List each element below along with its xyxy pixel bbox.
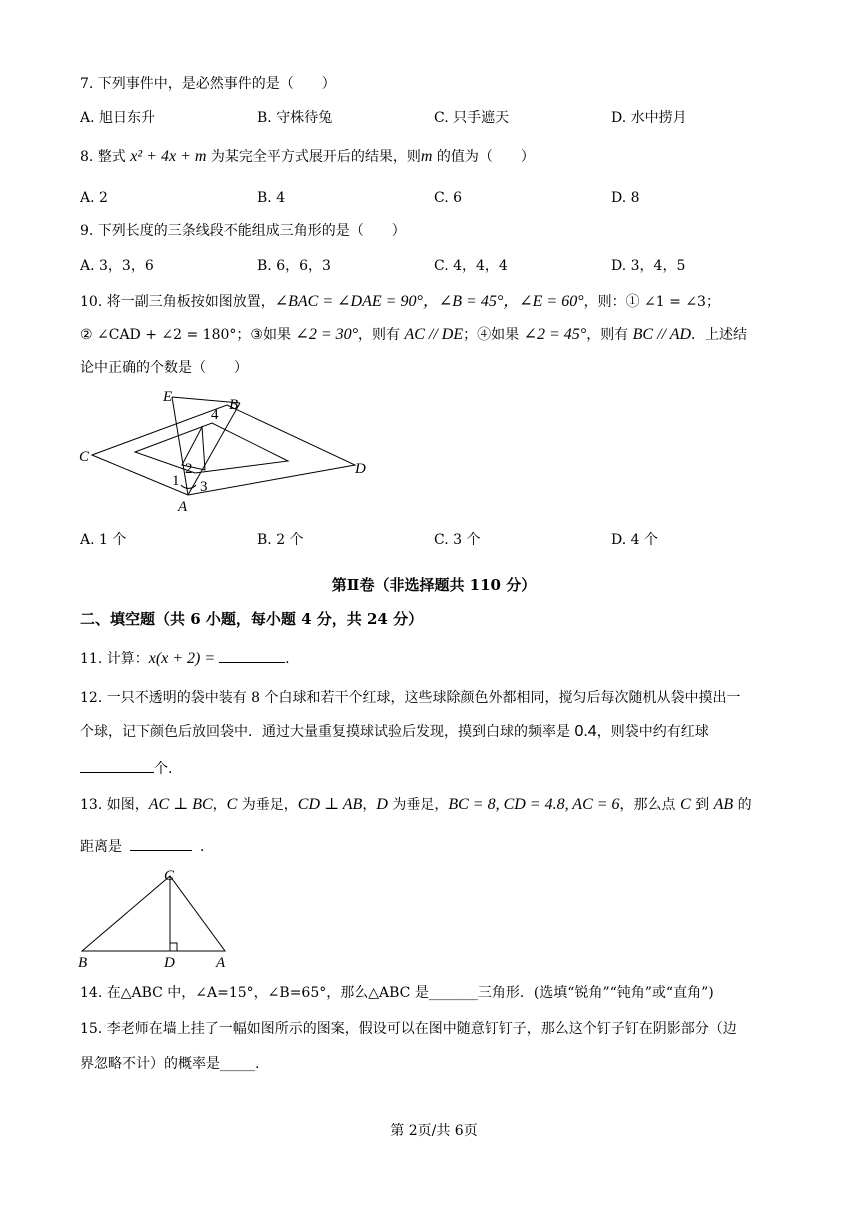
q10-line3: 论中正确的个数是（ ） <box>80 360 248 376</box>
q14: 14. 在△ABC 中，∠A=15°，∠B=65°，那么△ABC 是_______三角形．(选填“锐角”“钝角”或“直角”) <box>80 985 714 1001</box>
q13-f: CD ⊥ AB <box>297 796 363 813</box>
q11-expression: x(x + 2) = <box>148 650 216 667</box>
q12-frequency: 0.4 <box>574 723 597 740</box>
q13-l: C <box>680 796 691 813</box>
q13-d: C <box>226 796 238 813</box>
q8-stem-prefix: 8. 整式 <box>80 149 131 165</box>
q13-g: ， <box>362 797 377 813</box>
q13-label-b: B <box>78 955 88 971</box>
q10-option-c: C. 3 个 <box>434 532 481 548</box>
q9-option-b: B. 6，6，3 <box>257 258 331 274</box>
q10-line2-i: ．上述结 <box>691 327 748 343</box>
q10-label-c: C <box>79 449 90 465</box>
q15-line2: 界忽略不计）的概率是_____. <box>80 1056 260 1072</box>
q13-k: ，那么点 <box>619 797 680 813</box>
q9-stem: 9. 下列长度的三条线段不能组成三角形的是（ ） <box>80 223 406 239</box>
q7-option-b: B. 守株待兔 <box>257 110 333 126</box>
q10-option-a: A. 1 个 <box>80 532 127 548</box>
q8-stem-suffix: 的值为（ ） <box>432 149 535 165</box>
q13-answer-blank[interactable] <box>130 836 192 851</box>
q10-label-4: 4 <box>211 407 219 423</box>
q13-b: AC ⊥ BC <box>148 796 213 813</box>
q9-option-d: D. 3，4，5 <box>611 258 686 274</box>
q13-e: 为垂足， <box>237 797 298 813</box>
q12-line2 <box>80 722 709 742</box>
q10-label-1: 1 <box>172 473 180 489</box>
q10-line2-h: BC // AD <box>632 326 692 343</box>
q10-line1-math: ∠BAC = ∠DAE = 90°，∠B = 45°，∠E = 60° <box>274 293 584 310</box>
q10-line2-e: ；④如果 <box>463 327 524 343</box>
q10-line1-suffix: ，则：① ∠1 = ∠3； <box>583 294 720 310</box>
q7-stem: 7. 下列事件中，是必然事件的是（ ） <box>80 76 336 92</box>
part2-heading: 二、填空题（共 6 小题，每小题 4 分，共 24 分） <box>80 610 424 628</box>
q13-line2-text: 距离是 <box>80 839 122 855</box>
q10-set-square-large <box>92 405 355 495</box>
q10-line1 <box>80 292 720 312</box>
q10-label-b: B <box>229 397 239 413</box>
q8-option-c: C. 6 <box>434 190 463 206</box>
q8-stem-middle: 为某完全平方式展开后的结果，则 <box>206 149 421 165</box>
page-footer: 第 2页/共 6页 <box>390 1123 478 1139</box>
section-title: 第Ⅱ卷（非选择题共 110 分） <box>331 576 537 594</box>
q13-h: D <box>376 796 388 813</box>
q13-line2 <box>80 836 214 857</box>
q8-expression: x² + 4x + m <box>130 148 207 165</box>
q12-line3-text: 个. <box>154 761 173 777</box>
q8-option-a: A. 2 <box>80 190 108 206</box>
q10-line2-a: ② ∠CAD + ∠2 = 180°；③如果 <box>80 327 296 343</box>
q10-line2 <box>80 325 747 345</box>
q11-answer-blank[interactable] <box>219 648 285 663</box>
q13-line2-end: ． <box>200 839 214 855</box>
q13-i: 为垂足， <box>387 797 449 813</box>
q11 <box>80 648 290 669</box>
q12-line1: 12. 一只不透明的袋中装有 8 个白球和若干个红球，这些球除颜色外都相同，搅匀后每次随机从袋中摸出一 <box>80 690 741 706</box>
q10-line1-prefix: 10. 将一副三角板按如图放置， <box>80 294 275 310</box>
q11-suffix: . <box>285 651 290 667</box>
q10-label-a: A <box>178 499 188 515</box>
q7-option-a: A. 旭日东升 <box>80 110 156 126</box>
q10-line2-g: ，则有 <box>586 327 633 343</box>
q10-figure <box>75 385 375 515</box>
q13-line1 <box>80 795 752 815</box>
q13-o: 的 <box>733 797 752 813</box>
q13-label-c: C <box>164 868 175 884</box>
q9-option-a: A. 3，3，6 <box>80 258 154 274</box>
q12-line2-a: 个球，记下颜色后放回袋中．通过大量重复摸球试验后发现，摸到白球的频率是 <box>80 724 575 740</box>
q10-label-d: D <box>355 461 366 477</box>
q7-option-c: C. 只手遮天 <box>434 110 510 126</box>
q8-variable: m <box>420 148 433 165</box>
q10-label-3: 3 <box>200 479 208 495</box>
q10-line2-d: AC // DE <box>404 326 464 343</box>
q12-answer-blank[interactable] <box>80 758 154 773</box>
q15-line1: 15. 李老师在墙上挂了一幅如图所示的图案，假设可以在图中随意钉钉子，那么这个钉子钉在阴影部分（边 <box>80 1021 737 1037</box>
q10-option-d: D. 4 个 <box>611 532 658 548</box>
q13-j: BC = 8, CD = 4.8, AC = 6 <box>448 796 620 813</box>
q12-line2-c: ，则袋中约有红球 <box>596 724 709 740</box>
q10-line2-f: ∠2 = 45° <box>523 326 587 343</box>
q13-label-d: D <box>164 955 175 971</box>
q13-n: AB <box>713 796 734 813</box>
q13-a: 13. 如图， <box>80 797 149 813</box>
q10-option-b: B. 2 个 <box>257 532 304 548</box>
q13-figure <box>75 866 245 976</box>
q13-c: ， <box>212 797 227 813</box>
q13-triangle <box>82 876 225 951</box>
q7-option-d: D. 水中捞月 <box>611 110 687 126</box>
q8-stem <box>80 147 535 167</box>
q10-line2-c: ，则有 <box>358 327 405 343</box>
q13-label-a: A <box>216 955 226 971</box>
q10-line2-b: ∠2 = 30° <box>295 326 359 343</box>
q13-right-angle-mark <box>170 943 177 951</box>
q10-label-2: 2 <box>185 461 193 477</box>
q13-m: 到 <box>690 797 714 813</box>
q8-option-b: B. 4 <box>257 190 286 206</box>
q11-prefix: 11. 计算： <box>80 651 149 667</box>
q12-line3 <box>80 758 172 779</box>
q9-option-c: C. 4，4，4 <box>434 258 508 274</box>
q10-label-e: E <box>163 389 173 405</box>
q8-option-d: D. 8 <box>611 190 640 206</box>
